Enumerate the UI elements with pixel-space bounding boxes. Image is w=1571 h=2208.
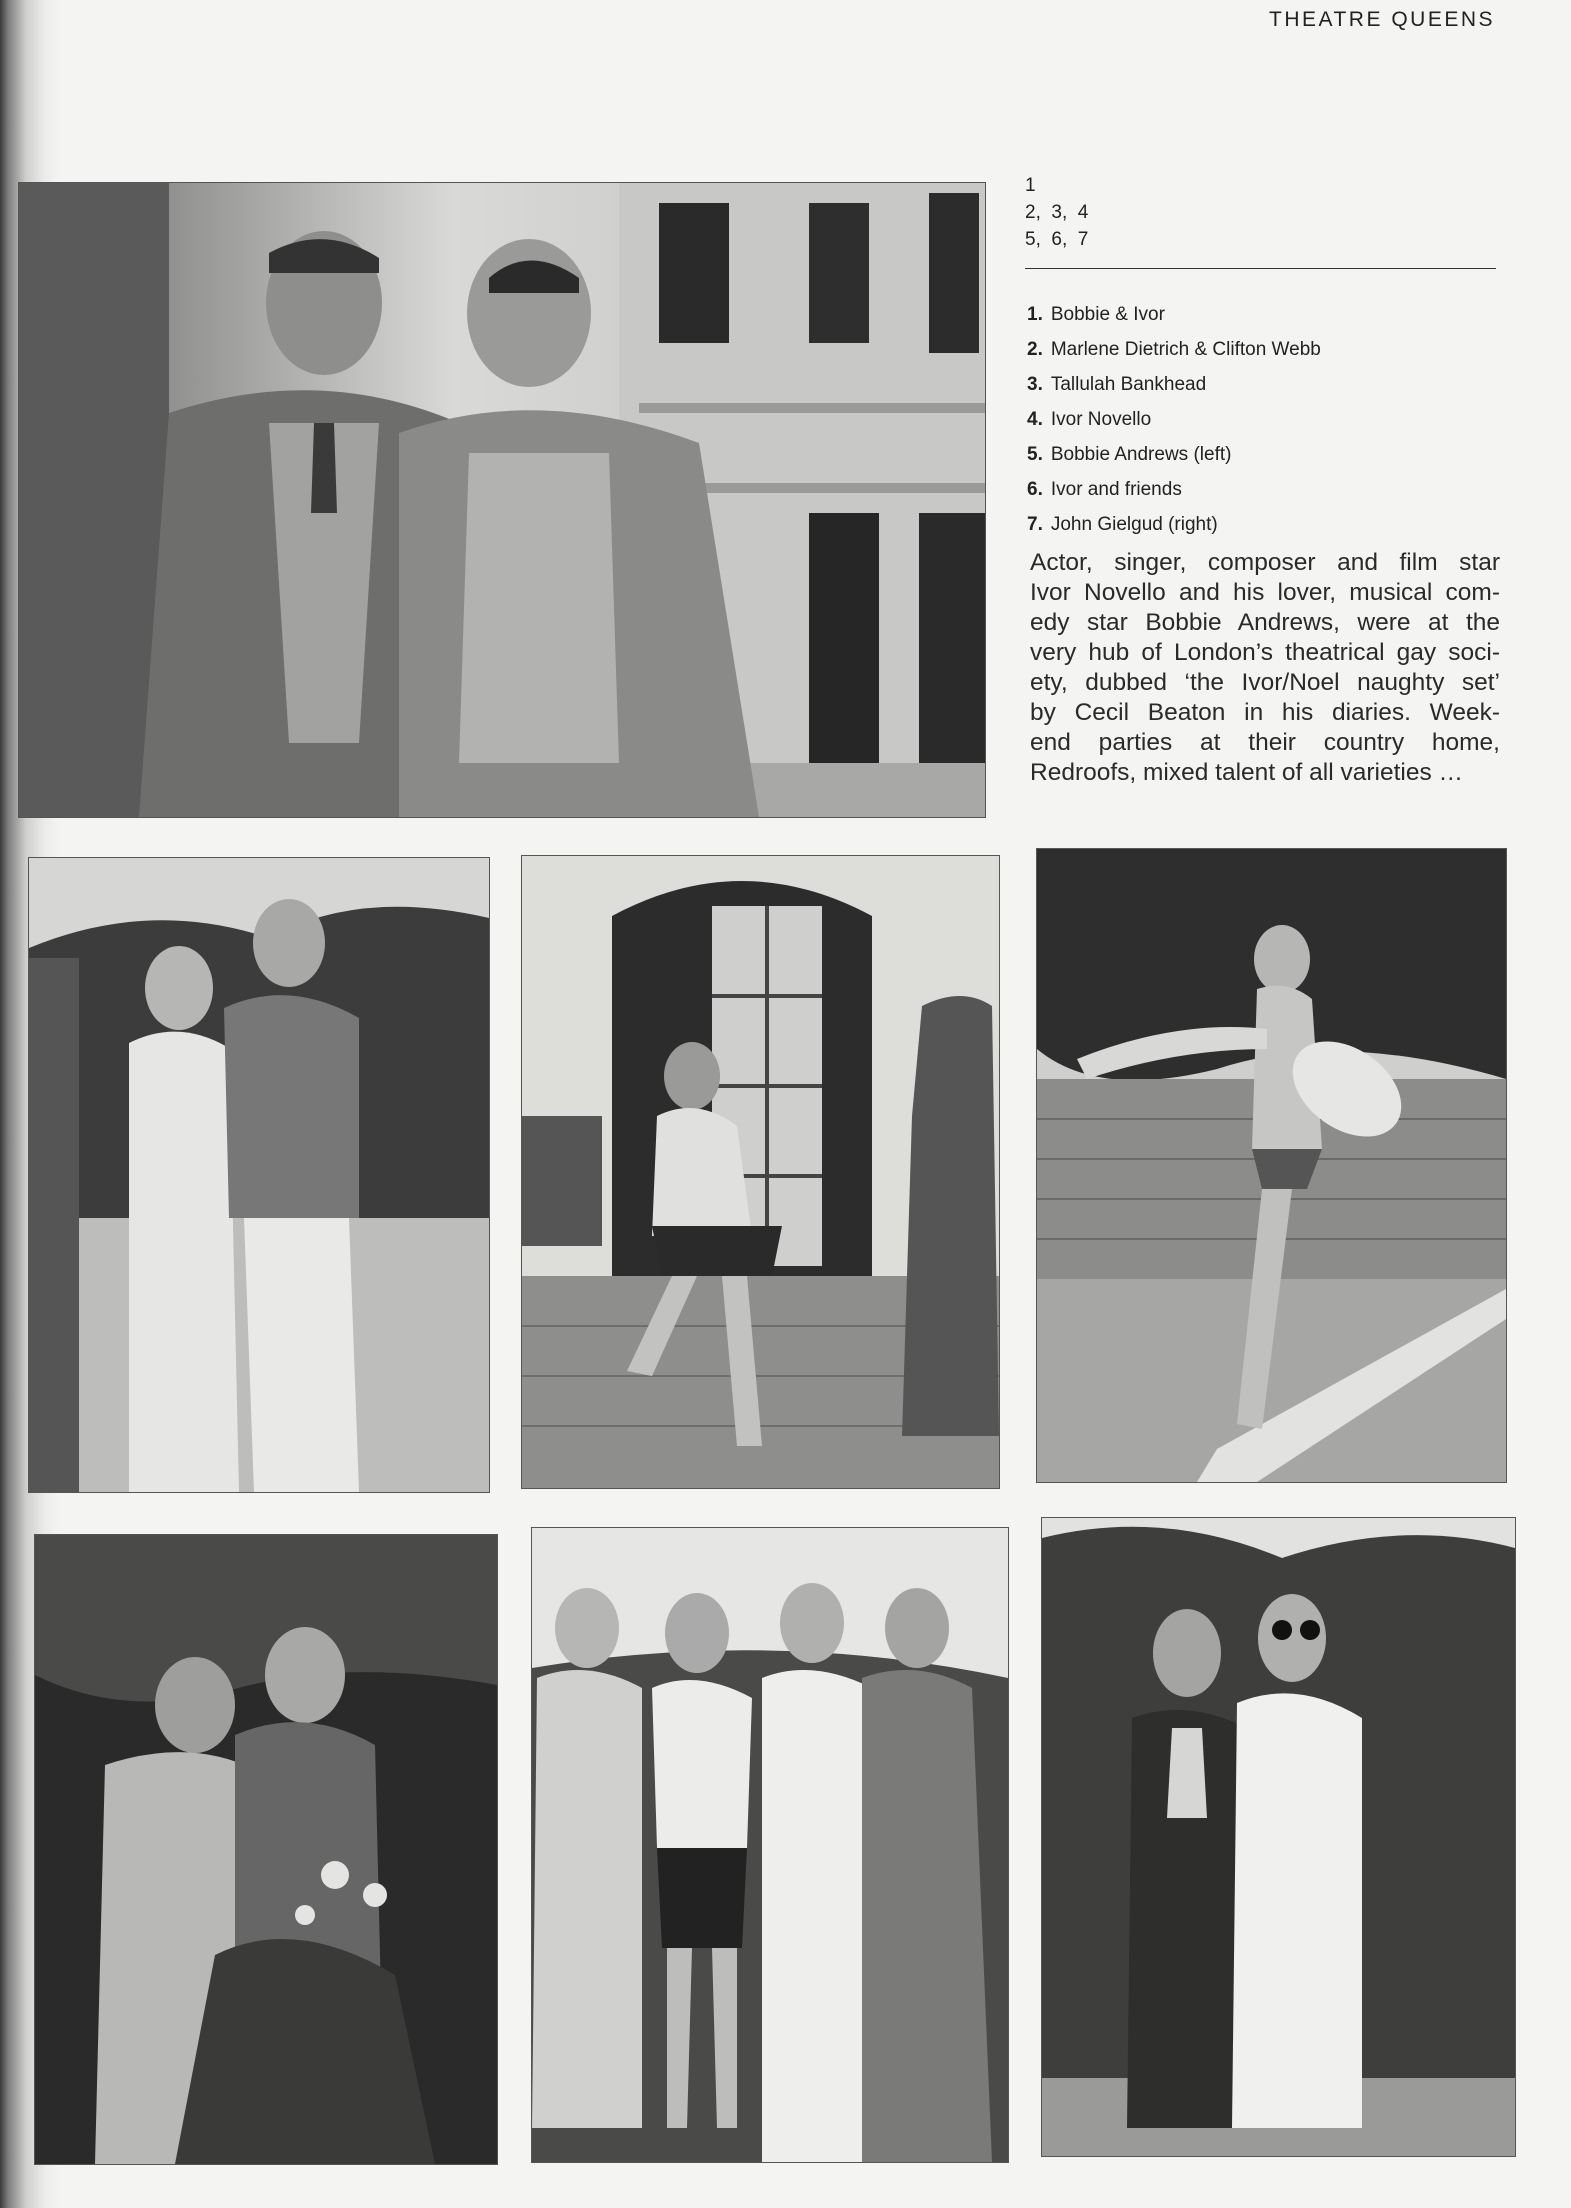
photo-1-bobbie-and-ivor bbox=[18, 182, 986, 818]
layout-key-row: 2, 3, 4 bbox=[1025, 202, 1089, 223]
caption-number: 7. bbox=[1027, 514, 1043, 535]
caption-text: Tallulah Bankhead bbox=[1050, 374, 1207, 395]
caption-text: Marlene Dietrich & Clifton Webb bbox=[1050, 339, 1321, 360]
photo-5-bobbie-andrews bbox=[34, 1534, 498, 2165]
photo-4-ivor-novello bbox=[1036, 848, 1507, 1483]
caption-text: Bobbie & Ivor bbox=[1050, 304, 1165, 325]
caption-text: John Gielgud (right) bbox=[1050, 514, 1218, 535]
caption-item bbox=[1027, 402, 1321, 437]
caption-number: 5. bbox=[1027, 444, 1043, 465]
photo-7-john-gielgud bbox=[1041, 1517, 1516, 2157]
caption-list bbox=[1027, 297, 1321, 542]
photo-2-marlene-dietrich-and-clifton-webb bbox=[28, 857, 490, 1493]
photo-6-ivor-and-friends bbox=[531, 1527, 1009, 2163]
body-line: by Cecil Beaton in his diaries. Week- bbox=[1030, 699, 1500, 726]
body-paragraph bbox=[1030, 548, 1500, 788]
caption-number: 1. bbox=[1027, 304, 1043, 325]
caption-text: Bobbie Andrews (left) bbox=[1050, 444, 1232, 465]
caption-number: 4. bbox=[1027, 409, 1043, 430]
caption-item bbox=[1027, 437, 1321, 472]
body-line: Ivor Novello and his lover, musical com- bbox=[1030, 579, 1500, 606]
caption-item bbox=[1027, 507, 1321, 542]
caption-item bbox=[1027, 367, 1321, 402]
running-head: THEATRE QUEENS bbox=[1269, 8, 1495, 31]
caption-number: 2. bbox=[1027, 339, 1043, 360]
divider-rule bbox=[1025, 268, 1496, 269]
caption-number: 3. bbox=[1027, 374, 1043, 395]
body-line: Redroofs, mixed talent of all varieties … bbox=[1030, 759, 1464, 786]
caption-number: 6. bbox=[1027, 479, 1043, 500]
body-line: ety, dubbed ‘the Ivor/Noel naughty set’ bbox=[1030, 669, 1500, 696]
layout-key-row: 1 bbox=[1025, 175, 1036, 196]
photo-3-tallulah-bankhead bbox=[521, 855, 1000, 1489]
caption-item bbox=[1027, 297, 1321, 332]
photo-layout-key bbox=[1025, 172, 1088, 253]
layout-key-row: 5, 6, 7 bbox=[1025, 229, 1089, 250]
caption-item bbox=[1027, 332, 1321, 367]
body-line: Actor, singer, composer and film star bbox=[1030, 549, 1500, 576]
caption-text: Ivor Novello bbox=[1050, 409, 1152, 430]
caption-text: Ivor and friends bbox=[1050, 479, 1182, 500]
body-line: edy star Bobbie Andrews, were at the bbox=[1030, 609, 1500, 636]
body-line: very hub of London’s theatrical gay soci- bbox=[1030, 639, 1500, 666]
caption-item bbox=[1027, 472, 1321, 507]
body-line: end parties at their country home, bbox=[1030, 729, 1500, 756]
